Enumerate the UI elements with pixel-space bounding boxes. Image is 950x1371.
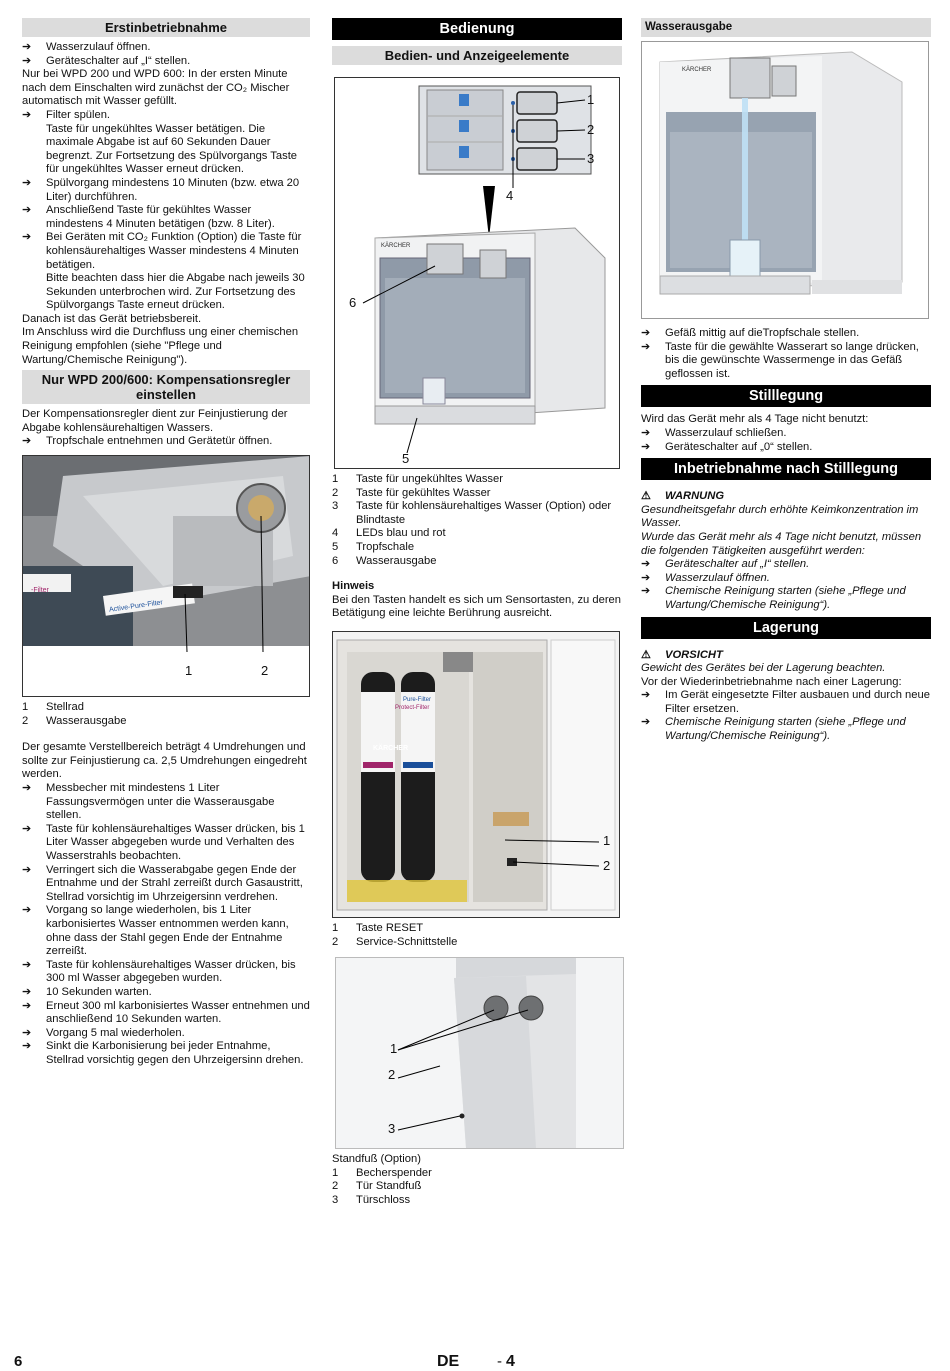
dispensing-photo — [642, 42, 928, 318]
arrow-icon: ➔ — [641, 327, 651, 339]
arrow-icon: ➔ — [641, 716, 651, 729]
device-front-drawing — [335, 78, 619, 468]
arrow-icon: ➔ — [641, 689, 651, 702]
arrow-icon: ➔ — [22, 1026, 32, 1039]
callout-6: 6 — [349, 295, 357, 310]
arrow-icon: ➔ — [22, 54, 32, 67]
step-item: ➔ Anschließend Taste für gekühltes Wasser mindestens 4 Minuten betätigen (bzw. 8 Liter). — [22, 204, 275, 230]
callout-1: 1 — [587, 92, 595, 107]
step-item: ➔ Messbecher mit mindestens 1 Liter Fassungsvermögen unter die Wasserausgabe stellen. — [22, 782, 275, 822]
callout-2: 2 — [388, 1067, 396, 1083]
arrow-icon: ➔ — [22, 958, 32, 971]
warning-icon: ⚠ — [641, 490, 652, 503]
column-2 — [332, 18, 622, 1208]
callout-2: 2 — [603, 857, 611, 873]
callout-3: 3 — [388, 1121, 396, 1137]
brand-label: KÄRCHER — [381, 243, 411, 249]
paragraph: Der Kompensationsregler dient zur Feinjustierung der Abgabe kohlensäurehaltigen Wassers. — [22, 408, 288, 434]
step-item: ➔ Gefäß mittig auf dieTropfschale stellen. — [641, 327, 860, 339]
stand-photo — [336, 958, 623, 1148]
step-item: ➔ Verringert sich die Wasserabgabe gegen Ende der Entnahme und der Strahl zerreißt durch Gasaustritt, Stellrad vorsichtig im Uhrzeigersinn verdrehen. — [22, 863, 303, 903]
figure-inside-device — [332, 631, 620, 918]
warning-icon: ⚠ — [641, 648, 652, 661]
step-item: ➔ Sinkt die Karbonisierung bei jeder Entnahme, Stellrad vorsichtig gegen den Uhrzeigersinn drehen. — [22, 1040, 304, 1066]
arrow-icon: ➔ — [22, 822, 32, 835]
callout-2: 2 — [261, 663, 269, 679]
brand-label: KÄRCHER — [373, 744, 408, 752]
step-item: ➔ Chemische Reinigung starten (siehe „Pflege und Wartung/Chemische Reinigung“). — [641, 716, 906, 743]
heading-erstinbetriebnahme: Erstinbetriebnahme — [22, 18, 310, 37]
note-heading: Hinweis — [332, 580, 375, 593]
figure-wasserausgabe — [641, 41, 929, 319]
step-item: ➔ Vorgang 5 mal wiederholen. — [22, 1026, 185, 1039]
column-3 — [641, 18, 931, 744]
arrow-icon: ➔ — [641, 558, 651, 571]
arrow-icon: ➔ — [22, 985, 32, 998]
arrow-icon: ➔ — [641, 571, 651, 584]
legend-item: 4 LEDs blau und rot — [332, 527, 446, 540]
legend-item: 5 Tropfschale — [332, 540, 415, 553]
step-continuation: Taste für ungekühltes Wasser betätigen. Die maximale Abgabe ist auf 60 Sekunden Dauer begrenzt. Zur Fortsetzung des Spülvorgangs Taste für ungekühltes Wasser erneut drücken. — [46, 122, 298, 176]
arrow-icon: ➔ — [22, 41, 32, 53]
heading-bedienung: Bedienung — [332, 18, 622, 40]
step-item: ➔ Taste für kohlensäurehaltiges Wasser drücken, bis 1 Liter Wasser abgegeben wurde und Verhalten des Wasserstrahls beobachten. — [22, 822, 305, 862]
paragraph: Wird das Gerät mehr als 4 Tage nicht benutzt: — [641, 413, 869, 426]
footer-dash: - — [497, 1353, 502, 1370]
paragraph: Im Anschluss wird die Durchfluss ung einer chemischen Reinigung empfohlen (siehe "Pflege und Wartung/Chemische Reinigung"). — [22, 326, 299, 366]
device-interior-photo — [333, 632, 619, 917]
step-item: ➔ Taste für die gewählte Wasserart so lange drücken, bis die gewünschte Wassermenge in das Gefäß geflossen ist. — [641, 340, 919, 380]
arrow-icon: ➔ — [22, 999, 32, 1012]
step-item: ➔ 10 Sekunden warten. — [22, 985, 152, 998]
arrow-icon: ➔ — [22, 108, 32, 121]
filter-label: Active-Pure-Filter — [108, 599, 164, 614]
legend-item: 3 Türschloss — [332, 1193, 411, 1206]
arrow-icon: ➔ — [641, 426, 651, 439]
legend-item: 2 Taste für gekühltes Wasser — [332, 486, 491, 499]
arrow-icon: ➔ — [641, 440, 651, 453]
callout-2: 2 — [587, 122, 595, 137]
step-item: ➔ Filter spülen. — [22, 108, 111, 121]
warning-text: Wurde das Gerät mehr als 4 Tage nicht benutzt, müssen die folgenden Tätigkeiten ausgeführt werden: — [641, 530, 922, 557]
step-item: ➔ Im Gerät eingesetzte Filter ausbauen und durch neue Filter ersetzen. — [641, 689, 930, 715]
legend-item: 2 Wasserausgabe — [22, 714, 127, 727]
section-page-number: 4 — [506, 1353, 515, 1370]
step-item: ➔ Wasserzulauf öffnen. — [22, 41, 151, 53]
arrow-icon: ➔ — [22, 1040, 32, 1053]
note-text: Bei den Tasten handelt es sich um Sensortasten, zu deren Betätigung eine leichte Berührung ausreicht. — [332, 593, 621, 620]
arrow-icon: ➔ — [22, 782, 32, 794]
figure-standfuss — [335, 957, 624, 1149]
step-item: ➔ Geräteschalter auf „I“ stellen. — [22, 54, 191, 67]
caution-heading: ⚠ VORSICHT — [641, 648, 723, 661]
heading-lagerung: Lagerung — [641, 617, 931, 639]
page-number: 6 — [14, 1353, 23, 1370]
step-item: ➔ Wasserzulauf schließen. — [641, 426, 787, 439]
arrow-icon: ➔ — [22, 435, 32, 448]
step-item: ➔ Spülvorgang mindestens 10 Minuten (bzw. etwa 20 Liter) durchführen. — [22, 176, 300, 203]
step-item: ➔ Geräteschalter auf „0“ stellen. — [641, 440, 813, 453]
callout-1: 1 — [185, 663, 193, 679]
figure-kompensationsregler — [22, 455, 310, 697]
regulator-photo — [23, 456, 310, 696]
arrow-icon: ➔ — [22, 904, 32, 917]
callout-3: 3 — [587, 151, 595, 166]
warning-heading: ⚠ WARNUNG — [641, 490, 725, 503]
paragraph: Danach ist das Gerät betriebsbereit. — [22, 312, 202, 325]
figure-bedienelemente — [334, 77, 620, 469]
brand-label: KÄRCHER — [682, 67, 712, 73]
legend-item: 1 Taste für ungekühltes Wasser — [332, 473, 503, 485]
heading-stilllegung: Stilllegung — [641, 385, 931, 407]
arrow-icon: ➔ — [22, 176, 32, 189]
paragraph: Der gesamte Verstellbereich beträgt 4 Umdrehungen und sollte zur Feinjustierung ca. 2,5 Umdrehungen eingedreht werden. — [22, 741, 307, 781]
figure-caption: Standfuß (Option) — [332, 1153, 421, 1166]
paragraph: Vor der Wiederinbetriebnahme nach einer Lagerung: — [641, 675, 902, 688]
step-item: ➔ Bei Geräten mit CO₂ Funktion (Option) die Taste für kohlensäurehaltiges Wasser mindestens 4 Minuten betätigen. — [22, 231, 302, 271]
step-item: ➔ Chemische Reinigung starten (siehe „Pflege und Wartung/Chemische Reinigung“). — [641, 585, 906, 611]
legend-item: 2 Service-Schnittstelle — [332, 935, 458, 948]
heading-kompensationsregler: Nur WPD 200/600: Kompensationsregler einstellen — [22, 370, 310, 404]
step-item: ➔ Taste für kohlensäurehaltiges Wasser drücken, bis 300 ml Wasser abgegeben wurden. — [22, 958, 296, 985]
step-item: ➔ Vorgang so lange wiederholen, bis 1 Liter karbonisiertes Wasser entnommen werden kann, ohne dass der Stahl gegen Ende der Entnahme zerreißt. — [22, 904, 289, 958]
arrow-icon: ➔ — [22, 204, 32, 217]
arrow-icon: ➔ — [641, 585, 651, 598]
heading-wasserausgabe: Wasserausgabe — [641, 18, 931, 37]
step-continuation: Bitte beachten dass hier die Abgabe nach jeweils 30 Sekunden unterbrochen wird. Zur Fortsetzung des Spülvorgangs Taste erneut drücken. — [46, 272, 305, 312]
callout-1: 1 — [603, 832, 611, 848]
arrow-icon: ➔ — [22, 863, 32, 876]
arrow-icon: ➔ — [22, 231, 32, 244]
legend-item: 2 Tür Standfuß — [332, 1180, 422, 1193]
step-item: ➔ Geräteschalter auf „I“ stellen. — [641, 558, 810, 571]
callout-5: 5 — [402, 451, 410, 466]
column-1 — [22, 18, 310, 1067]
legend-item: 3 Taste für kohlensäurehaltiges Wasser (Option) oder Blindtaste — [332, 500, 612, 526]
legend-item: 1 Taste RESET — [332, 921, 424, 934]
warning-text: Gesundheitsgefahr durch erhöhte Keimkonzentration im Wasser. — [641, 503, 919, 530]
callout-1: 1 — [390, 1041, 398, 1057]
callout-4: 4 — [506, 188, 514, 203]
heading-bedienelemente: Bedien- und Anzeigeelemente — [332, 46, 622, 65]
filter-label: -Filter — [31, 587, 49, 595]
filter-label: Protect-Filter — [395, 704, 430, 711]
legend-item: 6 Wasserausgabe — [332, 554, 437, 567]
step-item: ➔ Wasserzulauf öffnen. — [641, 571, 770, 584]
step-item: ➔ Tropfschale entnehmen und Gerätetür öffnen. — [22, 435, 273, 448]
language-code: DE — [437, 1353, 460, 1370]
step-item: ➔ Erneut 300 ml karbonisiertes Wasser entnehmen und anschließend 10 Sekunden warten. — [22, 999, 310, 1026]
arrow-icon: ➔ — [641, 340, 651, 353]
filter-label: Pure-Filter — [403, 696, 432, 703]
legend-item: 1 Stellrad — [22, 701, 84, 714]
paragraph: Nur bei WPD 200 und WPD 600: In der ersten Minute nach dem Einschalten wird zunächst der CO₂ Mischer automatisch mit Wasser gefüllt. — [22, 68, 290, 108]
legend-item: 1 Becherspender — [332, 1166, 432, 1179]
caution-text: Gewicht des Gerätes bei der Lagerung beachten. — [641, 662, 886, 675]
heading-inbetriebnahme-stilllegung: Inbetriebnahme nach Stilllegung — [641, 458, 931, 480]
